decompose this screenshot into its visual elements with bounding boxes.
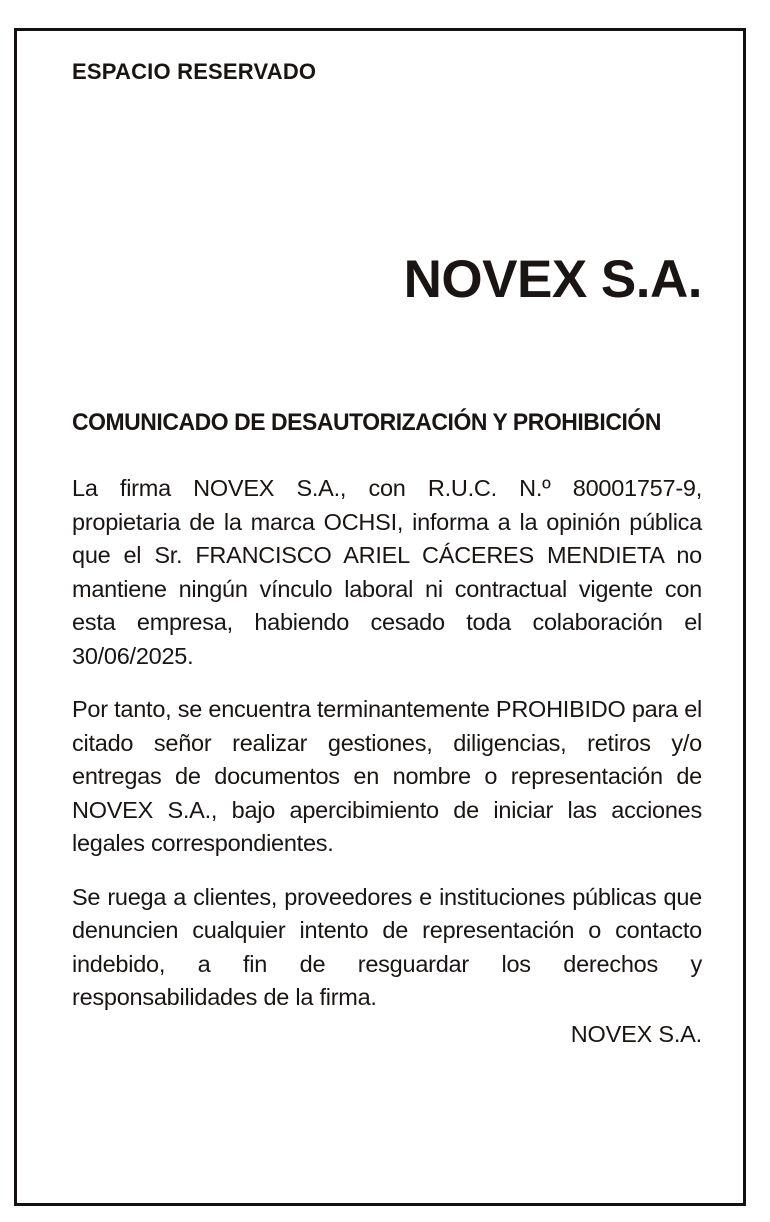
body-paragraph: Se ruega a clientes, proveedores e instituciones públicas que denuncien cualquier intento de representación o contacto indebido, a fin de resguardar los derechos y responsabilidades de la firma. bbox=[72, 883, 702, 1010]
body-paragraph: La firma NOVEX S.A., con R.U.C. N.º 80001757-9, propietaria de la marca OCHSI, informa a la opinión pública que el Sr. FRANCISCO ARIEL CÁCERES MENDIETA no mantiene ningún vínculo laboral ni contractual vigente con esta empresa, habiendo cesado toda colaboración el 30/06/2025. bbox=[72, 475, 702, 669]
notice-border-frame bbox=[14, 28, 746, 1206]
reserved-space-label: ESPACIO RESERVADO bbox=[72, 59, 317, 84]
signature-line: NOVEX S.A. bbox=[570, 1021, 702, 1047]
notice-subtitle: COMUNICADO DE DESAUTORIZACIÓN Y PROHIBICIÓN bbox=[72, 409, 661, 436]
body-paragraph: Por tanto, se encuentra terminantemente PROHIBIDO para el citado señor realizar gestiones, diligencias, retiros y/o entregas de documentos en nombre o representación de NOVEX S.A., bajo apercibimiento de iniciar las acciones legales correspondientes. bbox=[72, 696, 702, 856]
notice-content-area bbox=[72, 31, 702, 1203]
company-name-heading: NOVEX S.A. bbox=[403, 250, 702, 309]
notice-body bbox=[72, 472, 702, 1015]
